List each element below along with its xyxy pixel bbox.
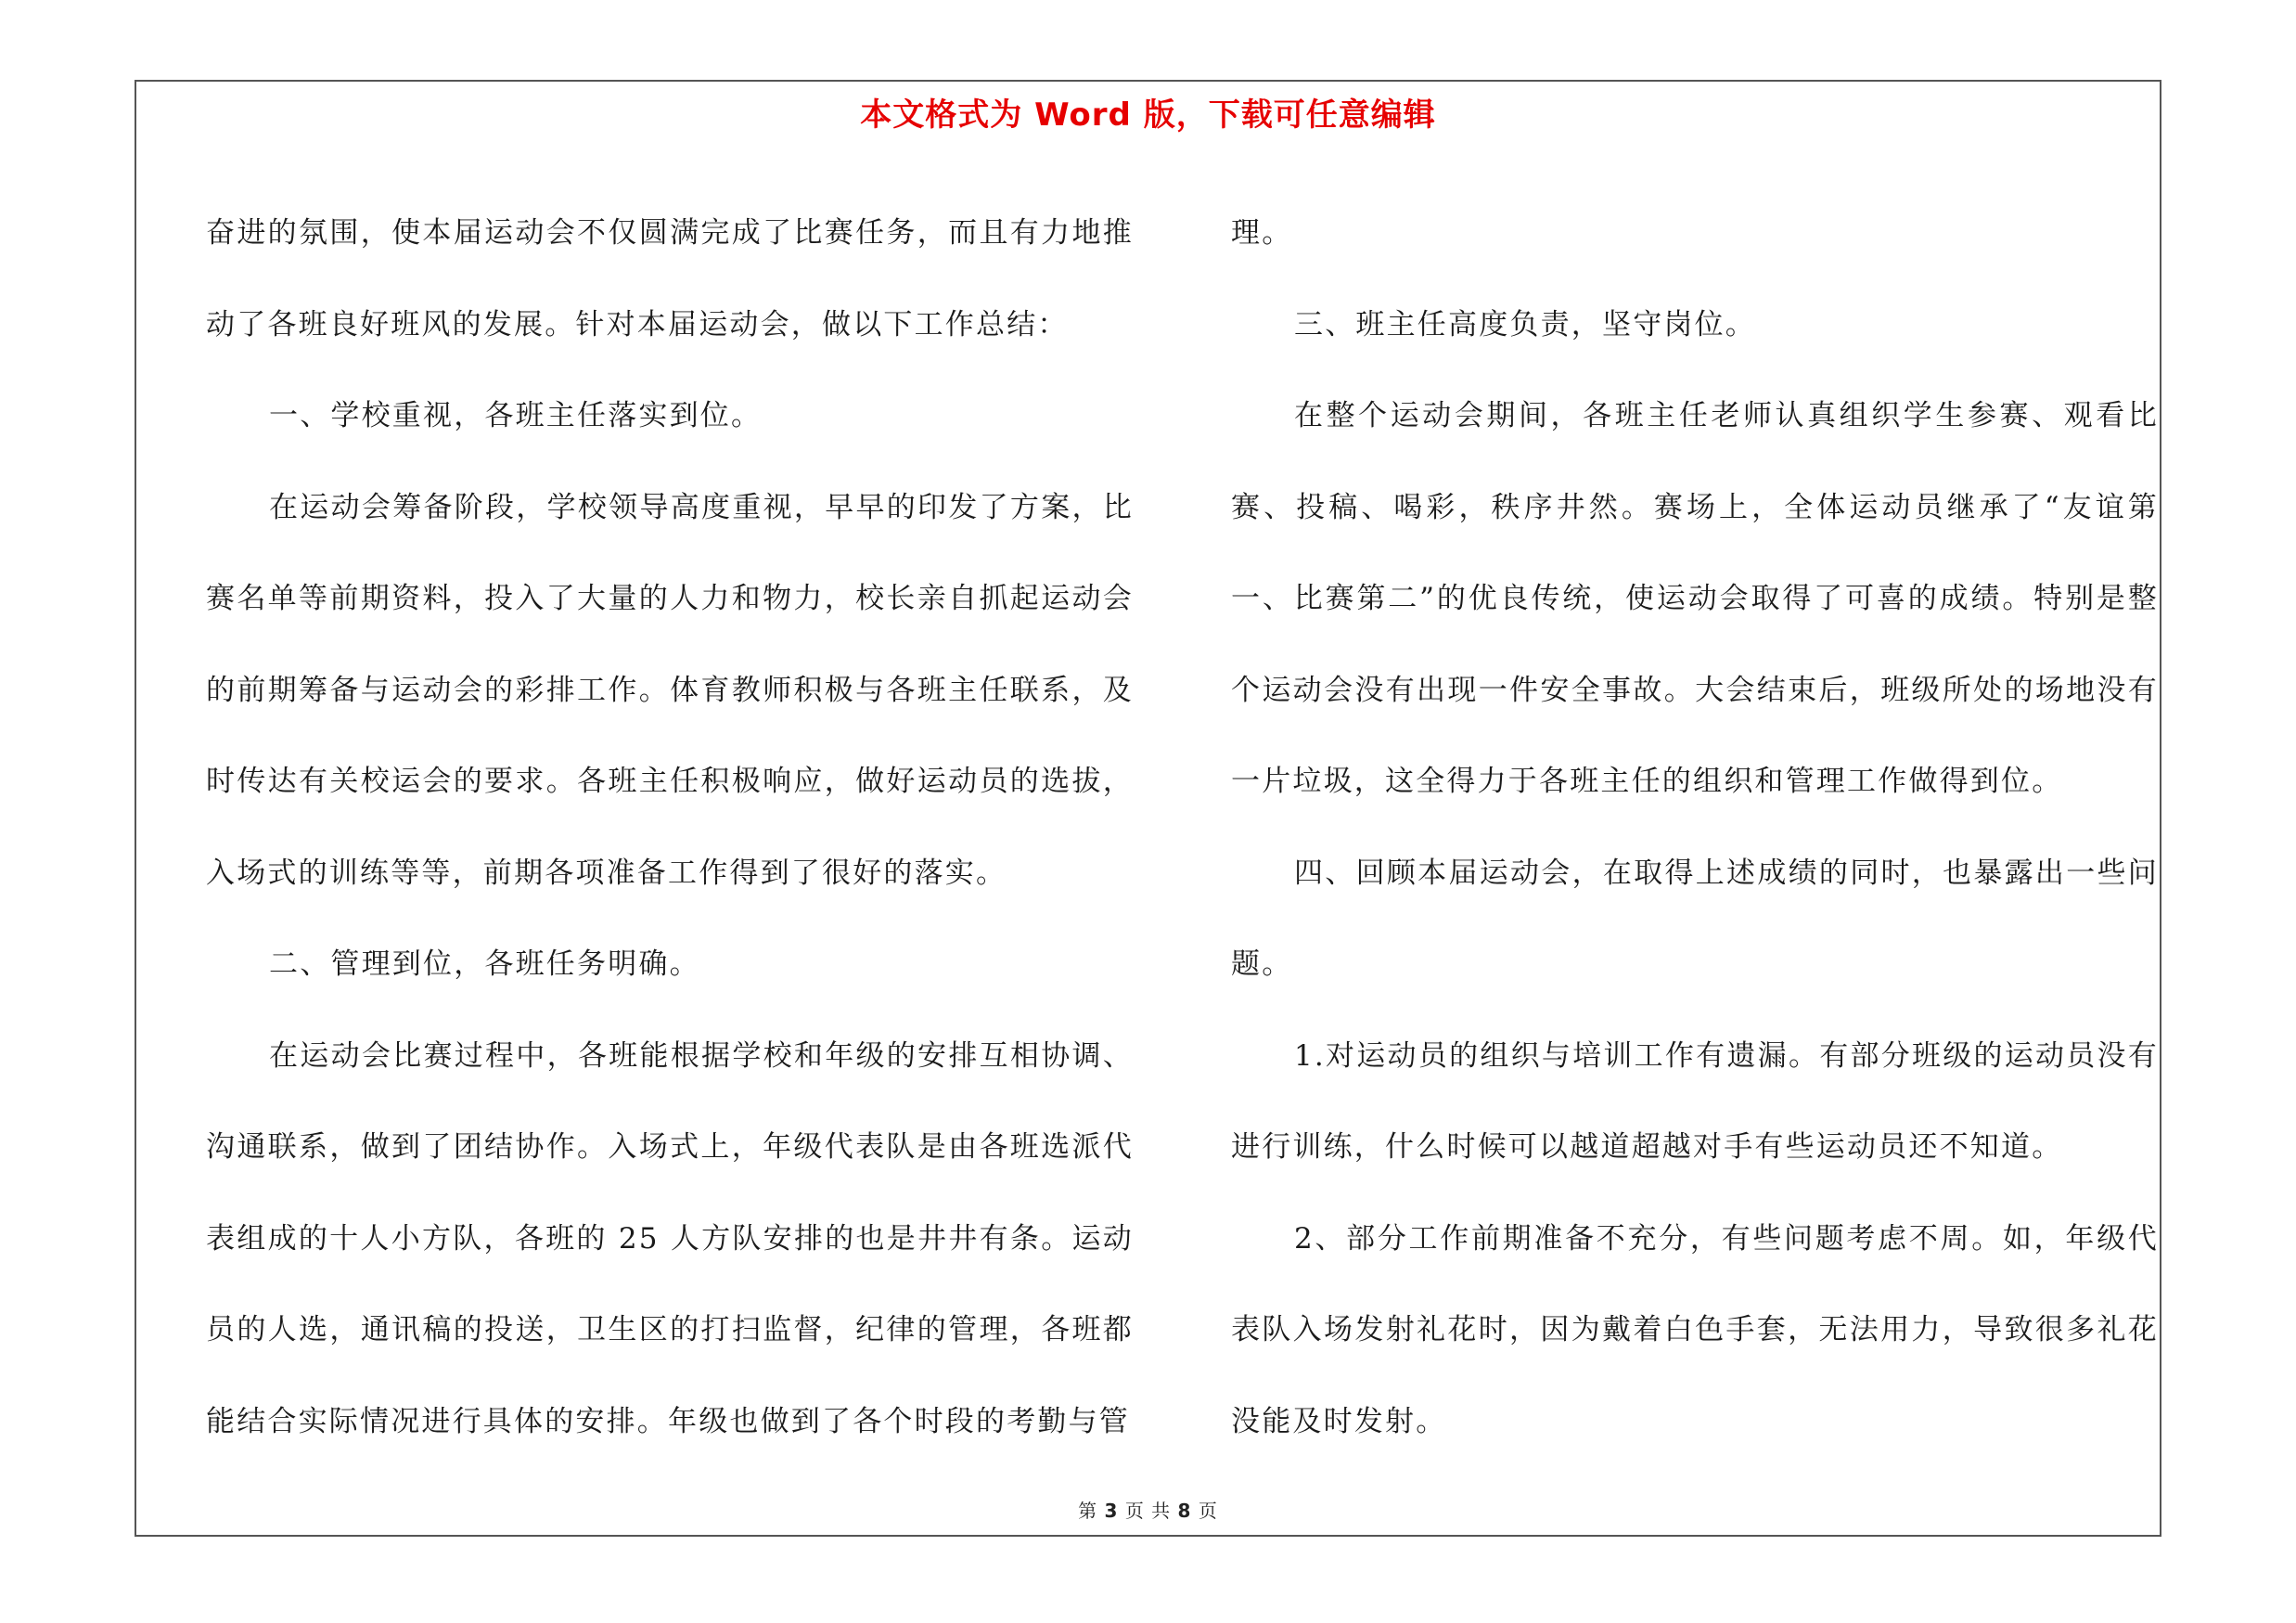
list-item-1: 1.对运动员的组织与培训工作有遗漏。有部分班级的运动员没有进行训练，什么时候可以越道超越对手有些运动员还不知道。 <box>1231 1038 2159 1164</box>
paragraph-continuation: 奋进的氛围，使本届运动会不仅圆满完成了比赛任务，而且有力地推动了各班良好班风的发展。针对本届运动会，做以下工作总结： <box>206 216 1134 341</box>
left-text-column <box>206 187 1134 1467</box>
section-heading-2: 二、管理到位，各班任务明确。 <box>269 947 700 981</box>
paragraph: 在整个运动会期间，各班主任老师认真组织学生参赛、观看比赛、投稿、喝彩，秩序井然。赛场上，全体运动员继承了“友谊第一、比赛第二”的优良传统，使运动会取得了可喜的成绩。特别是整个运动会没有出现一件安全事故。大会结束后，班级所处的场地没有一片垃圾，这全得力于各班主任的组织和管理工作做得到位。 <box>1231 399 2159 798</box>
section-heading-4: 四、回顾本届运动会，在取得上述成绩的同时，也暴露出一些问题。 <box>1231 856 2159 981</box>
format-banner: 本文格式为 Word 版，下载可任意编辑 <box>860 97 1436 134</box>
footer-prefix: 第 <box>1078 1500 1098 1522</box>
current-page-number: 3 <box>1104 1500 1119 1522</box>
list-item-2: 2、部分工作前期准备不充分，有些问题考虑不周。如，年级代表队入场发射礼花时，因为戴着白色手套，无法用力，导致很多礼花没能及时发射。 <box>1231 1221 2159 1438</box>
paragraph: 在运动会筹备阶段，学校领导高度重视，早早的印发了方案，比赛名单等前期资料，投入了大量的人力和物力，校长亲自抓起运动会的前期筹备与运动会的彩排工作。体育教师积极与各班主任联系，及时传达有关校运会的要求。各班主任积极响应，做好运动员的选拔，入场式的训练等等，前期各项准备工作得到了很好的落实。 <box>206 490 1134 890</box>
page-number-footer <box>0 1496 2296 1523</box>
section-heading-1: 一、学校重视，各班主任落实到位。 <box>269 399 763 432</box>
footer-middle: 页 共 <box>1124 1500 1172 1522</box>
total-page-count: 8 <box>1177 1500 1192 1522</box>
paragraph-continuation: 理。 <box>1231 216 1293 250</box>
section-heading-3: 三、班主任高度负责，坚守岗位。 <box>1294 307 1756 341</box>
paragraph: 在运动会比赛过程中，各班能根据学校和年级的安排互相协调、沟通联系，做到了团结协作。入场式上，年级代表队是由各班选派代表组成的十人小方队，各班的 25 人方队安排的也是井井有条。运动员的人选，通讯稿的投送，卫生区的打扫监督，纪律的管理，各班都能结合实际情况进行具体的安排。年级也做到了各个时段的考勤与管 <box>206 1038 1134 1438</box>
right-text-column <box>1231 187 2159 1467</box>
footer-suffix: 页 <box>1198 1500 1218 1522</box>
